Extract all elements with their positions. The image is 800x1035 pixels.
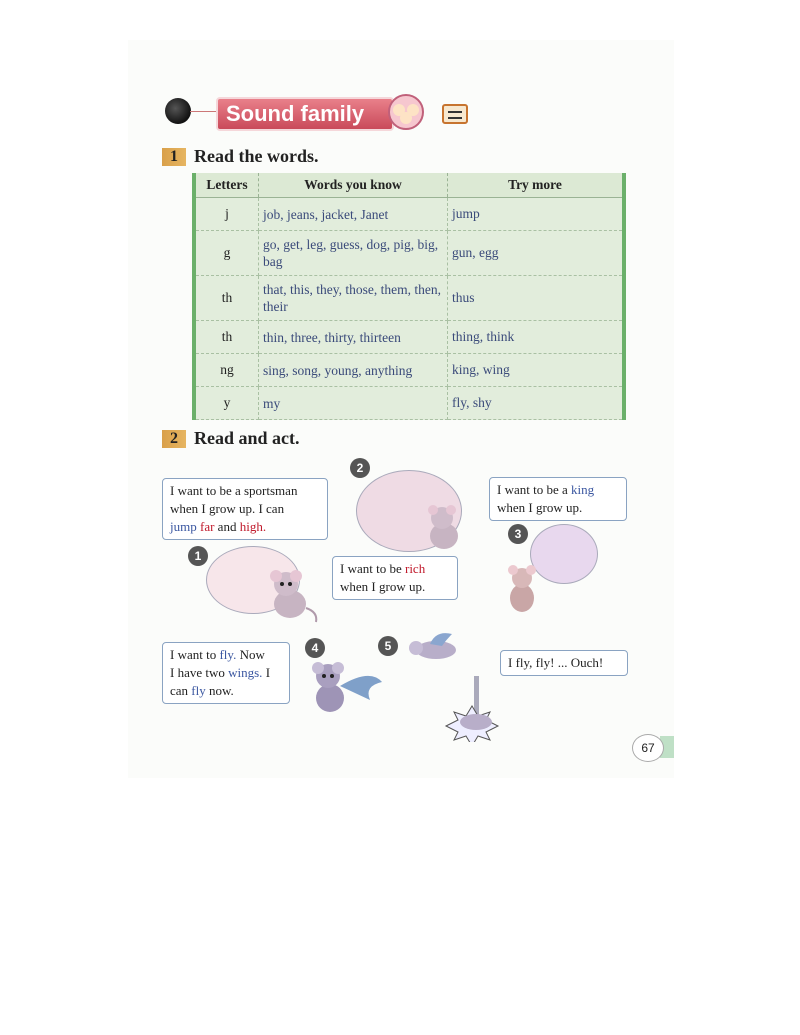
bubble-text — [340, 560, 450, 578]
highlight-word: rich — [404, 561, 426, 576]
scene-badge-2: 2 — [350, 458, 370, 478]
bubble-text — [497, 481, 619, 499]
bubble-text — [170, 682, 282, 700]
letter-cell: y — [194, 387, 259, 420]
flying-mouse-icon — [402, 628, 474, 668]
highlight-word: fly — [191, 683, 206, 698]
bubble-word: now. — [209, 683, 234, 698]
words-table — [192, 173, 626, 420]
highlight-word: high. — [239, 519, 267, 534]
bubble-text: when I grow up. I can — [170, 501, 285, 516]
bubble-word: I — [265, 665, 271, 680]
bubble-word: I want to be — [340, 561, 402, 576]
bubble-text: when I grow up. — [340, 579, 426, 594]
sound-family-header — [160, 92, 480, 132]
highlight-word: king — [571, 482, 595, 497]
table-row — [194, 198, 624, 231]
table-row — [194, 354, 624, 387]
table-header-row — [194, 173, 624, 198]
column-header: Letters — [194, 173, 259, 198]
bubble-word: and — [217, 519, 237, 534]
letter-cell: ng — [194, 354, 259, 387]
table-row — [194, 231, 624, 276]
winged-mouse-icon — [300, 656, 386, 720]
bubble-text: I fly, fly! ... Ouch! — [508, 655, 604, 670]
bubble-text — [170, 664, 282, 682]
mouse-icon — [262, 564, 322, 624]
mouse-icon — [500, 560, 544, 616]
children-faces-icon — [386, 92, 426, 130]
speech-bubble-1 — [162, 478, 328, 540]
bubble-text: when I grow up. — [497, 500, 583, 515]
words-cell: thin, three, thirty, thirteen — [259, 321, 448, 354]
letter-cell: th — [194, 321, 259, 354]
speech-bubble-2 — [332, 556, 458, 600]
highlight-word: jump — [170, 519, 197, 534]
crashed-mouse-icon — [436, 676, 516, 742]
speech-bubble-5 — [500, 650, 628, 676]
section-number: 2 — [162, 430, 186, 448]
bubble-word: can — [170, 683, 189, 698]
try-more-cell: jump — [448, 198, 625, 231]
letter-cell: g — [194, 231, 259, 276]
section-1-title — [162, 146, 319, 167]
banner-title: Sound family — [216, 97, 394, 131]
bubble-word: I have two — [170, 665, 225, 680]
speech-bubble-4 — [162, 642, 290, 704]
scene-badge-5: 5 — [378, 636, 398, 656]
try-more-cell: thing, think — [448, 321, 625, 354]
scene-badge-3: 3 — [508, 524, 528, 544]
section-2-title — [162, 428, 300, 449]
scene-badge-4: 4 — [305, 638, 325, 658]
words-cell: my — [259, 387, 448, 420]
bubble-word: I want to — [170, 647, 217, 662]
section-heading: Read the words. — [194, 146, 319, 166]
page-number: 67 — [632, 734, 664, 762]
highlight-word: far — [199, 519, 215, 534]
highlight-word: wings. — [228, 665, 263, 680]
words-cell: go, get, leg, guess, dog, pig, big, bag — [259, 231, 448, 276]
mouse-icon — [420, 500, 470, 555]
section-number: 1 — [162, 148, 186, 166]
speaker-icon[interactable] — [165, 98, 191, 124]
column-header: Try more — [448, 173, 625, 198]
letter-cell: th — [194, 276, 259, 321]
speech-bubble-3 — [489, 477, 627, 521]
section-heading: Read and act. — [194, 428, 300, 448]
table-row — [194, 321, 624, 354]
try-more-cell: king, wing — [448, 354, 625, 387]
book-icon[interactable] — [442, 104, 468, 124]
decorative-line — [190, 111, 218, 112]
bubble-word: Now — [239, 647, 265, 662]
table-row — [194, 276, 624, 321]
scene-badge-1: 1 — [188, 546, 208, 566]
bubble-text — [170, 646, 282, 664]
try-more-cell: gun, egg — [448, 231, 625, 276]
words-cell: sing, song, young, anything — [259, 354, 448, 387]
highlight-word: fly. — [219, 647, 237, 662]
bubble-text — [170, 518, 320, 536]
try-more-cell: fly, shy — [448, 387, 625, 420]
bubble-text: I want to be a sportsman — [170, 483, 298, 498]
bubble-word: I want to be a — [497, 482, 568, 497]
column-header: Words you know — [259, 173, 448, 198]
words-cell: job, jeans, jacket, Janet — [259, 198, 448, 231]
try-more-cell: thus — [448, 276, 625, 321]
letter-cell: j — [194, 198, 259, 231]
table-row — [194, 387, 624, 420]
words-cell: that, this, they, those, them, then, their — [259, 276, 448, 321]
